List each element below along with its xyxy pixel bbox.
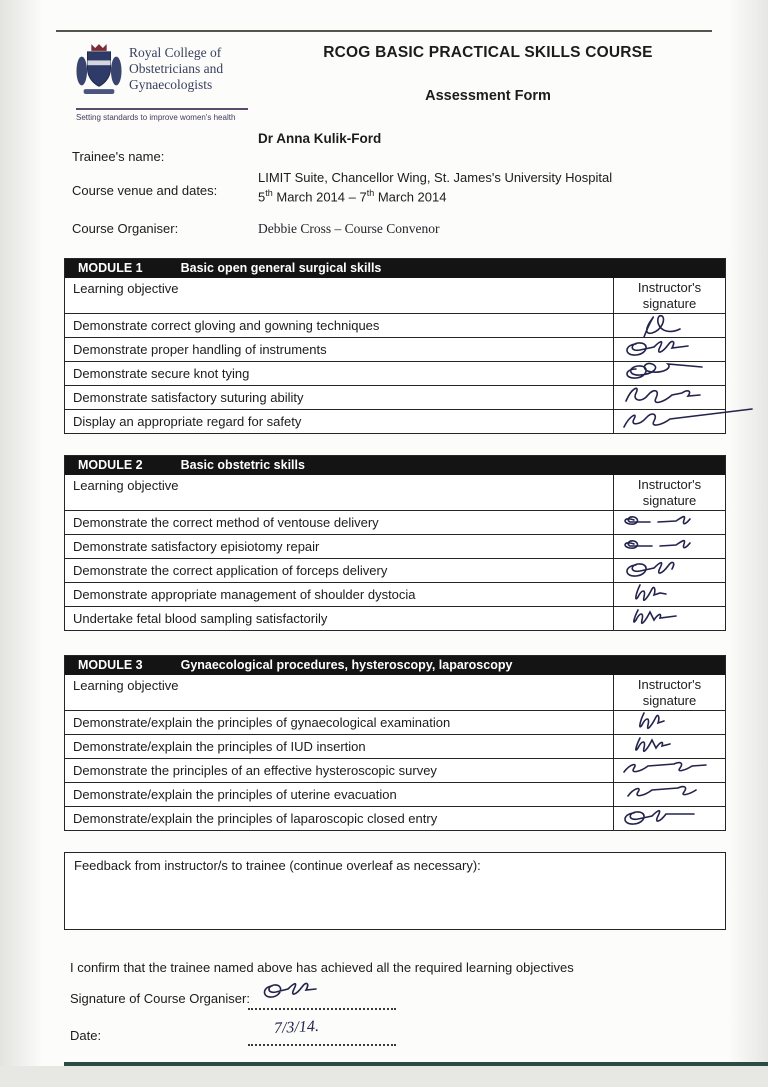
- scan-edge-bottom: [0, 1066, 768, 1087]
- course-venue-value: LIMIT Suite, Chancellor Wing, St. James's University Hospital: [258, 170, 613, 185]
- document-subtitle: Assessment Form: [425, 88, 551, 104]
- objective-column-header: Learning objective: [73, 478, 179, 493]
- signature-column-header: Instructor's signature: [613, 675, 725, 710]
- objective-cell: Display an appropriate regard for safety: [73, 414, 302, 430]
- rcog-logo: [76, 42, 248, 122]
- objective-cell: Demonstrate the principles of an effective hysteroscopic survey: [73, 763, 437, 779]
- module-1-title: MODULE 1: [78, 261, 143, 275]
- signature-cell: [613, 535, 725, 558]
- logo-org-line1: Royal College of: [129, 45, 222, 60]
- course-dates-value: 5th March 2014 – 7th March 2014: [258, 188, 447, 205]
- module-3-table: [64, 655, 726, 831]
- title-block: [258, 44, 718, 104]
- module-3-header-bar: [65, 656, 725, 675]
- logo-divider: [76, 108, 248, 110]
- signature-cell: [613, 314, 725, 337]
- signature-cell: [613, 386, 725, 409]
- objective-column-header: Learning objective: [73, 678, 179, 693]
- signature-cell: [613, 807, 725, 830]
- table-row: [65, 807, 725, 830]
- signature-cell: [613, 410, 725, 433]
- objective-cell: Demonstrate satisfactory episiotomy repair: [73, 539, 320, 555]
- signature-column-header: Instructor's signature: [613, 278, 725, 313]
- signature-cell: [613, 559, 725, 582]
- rcog-logo-text: [129, 42, 223, 103]
- objective-cell: Demonstrate the correct method of ventouse delivery: [73, 515, 379, 531]
- objective-cell: Demonstrate correct gloving and gowning techniques: [73, 318, 380, 334]
- objective-cell: Undertake fetal blood sampling satisfactorily: [73, 611, 328, 627]
- module-2-column-headers: [65, 475, 725, 511]
- module-2-title: MODULE 2: [78, 458, 143, 472]
- scan-edge-left: [0, 0, 44, 1087]
- objective-cell: Demonstrate/explain the principles of laparoscopic closed entry: [73, 811, 438, 827]
- module-3-subtitle: Gynaecological procedures, hysteroscopy, laparoscopy: [180, 658, 513, 672]
- objective-cell: Demonstrate proper handling of instruments: [73, 342, 327, 358]
- logo-org-line2: Obstetricians and: [129, 61, 224, 76]
- scan-edge-line-bottom: [64, 1062, 768, 1066]
- signature-cell: [613, 783, 725, 806]
- date-label: Date:: [70, 1028, 102, 1043]
- signature-cell: [613, 711, 725, 734]
- logo-org-line3: Gynaecologists: [129, 77, 213, 92]
- signature-cell: [613, 583, 725, 606]
- objective-cell: Demonstrate appropriate management of shoulder dystocia: [73, 587, 416, 603]
- module-1-column-headers: [65, 278, 725, 314]
- logo-tagline: Setting standards to improve women's health: [76, 113, 236, 122]
- objective-cell: Demonstrate the correct application of forceps delivery: [73, 563, 388, 579]
- signature-cell: [613, 362, 725, 385]
- organiser-signature-label: Signature of Course Organiser:: [70, 991, 250, 1006]
- signature-cell: [613, 338, 725, 361]
- objective-cell: Demonstrate/explain the principles of uterine evacuation: [73, 787, 397, 803]
- module-2-header-bar: [65, 456, 725, 475]
- objective-cell: Demonstrate/explain the principles of gynaecological examination: [73, 715, 451, 731]
- trainee-name-value: Dr Anna Kulik-Ford: [258, 131, 382, 146]
- trainee-name-label: Trainee's name:: [72, 149, 165, 164]
- document-title: RCOG BASIC PRACTICAL SKILLS COURSE: [323, 44, 653, 61]
- module-2-subtitle: Basic obstetric skills: [180, 458, 305, 472]
- feedback-box: [64, 852, 726, 930]
- signature-column-header: Instructor's signature: [613, 475, 725, 510]
- signature-cell: [613, 607, 725, 630]
- scan-edge-line-top: [56, 30, 712, 32]
- module-1-table: [64, 258, 726, 434]
- course-organiser-value: Debbie Cross – Course Convenor: [258, 221, 440, 236]
- course-organiser-label: Course Organiser:: [72, 221, 179, 236]
- rcog-crest-icon: [76, 42, 122, 103]
- table-row: [65, 410, 725, 433]
- module-1-header-bar: [65, 259, 725, 278]
- objective-cell: Demonstrate satisfactory suturing ability: [73, 390, 304, 406]
- instructor-signature-icon: [610, 804, 730, 834]
- feedback-label: Feedback from instructor/s to trainee (continue overleaf as necessary):: [74, 858, 481, 873]
- table-row: [65, 607, 725, 630]
- handwritten-date: 7/3/14.: [273, 1017, 320, 1038]
- date-line: [248, 1024, 396, 1046]
- confirmation-statement: I confirm that the trainee named above has achieved all the required learning objectives: [70, 960, 574, 975]
- objective-cell: Demonstrate secure knot tying: [73, 366, 250, 382]
- signature-cell: [613, 511, 725, 534]
- course-venue-label: Course venue and dates:: [72, 183, 218, 198]
- objective-cell: Demonstrate/explain the principles of IUD insertion: [73, 739, 366, 755]
- signature-cell: [613, 759, 725, 782]
- organiser-signature-icon: [254, 976, 354, 1008]
- module-2-table: [64, 455, 726, 631]
- objective-column-header: Learning objective: [73, 281, 179, 296]
- module-3-title: MODULE 3: [78, 658, 143, 672]
- module-3-column-headers: [65, 675, 725, 711]
- signature-cell: [613, 735, 725, 758]
- instructor-signature-icon: [610, 604, 730, 634]
- instructor-signature-icon: [610, 407, 760, 437]
- scan-edge-right: [728, 0, 768, 1087]
- module-1-subtitle: Basic open general surgical skills: [180, 261, 382, 275]
